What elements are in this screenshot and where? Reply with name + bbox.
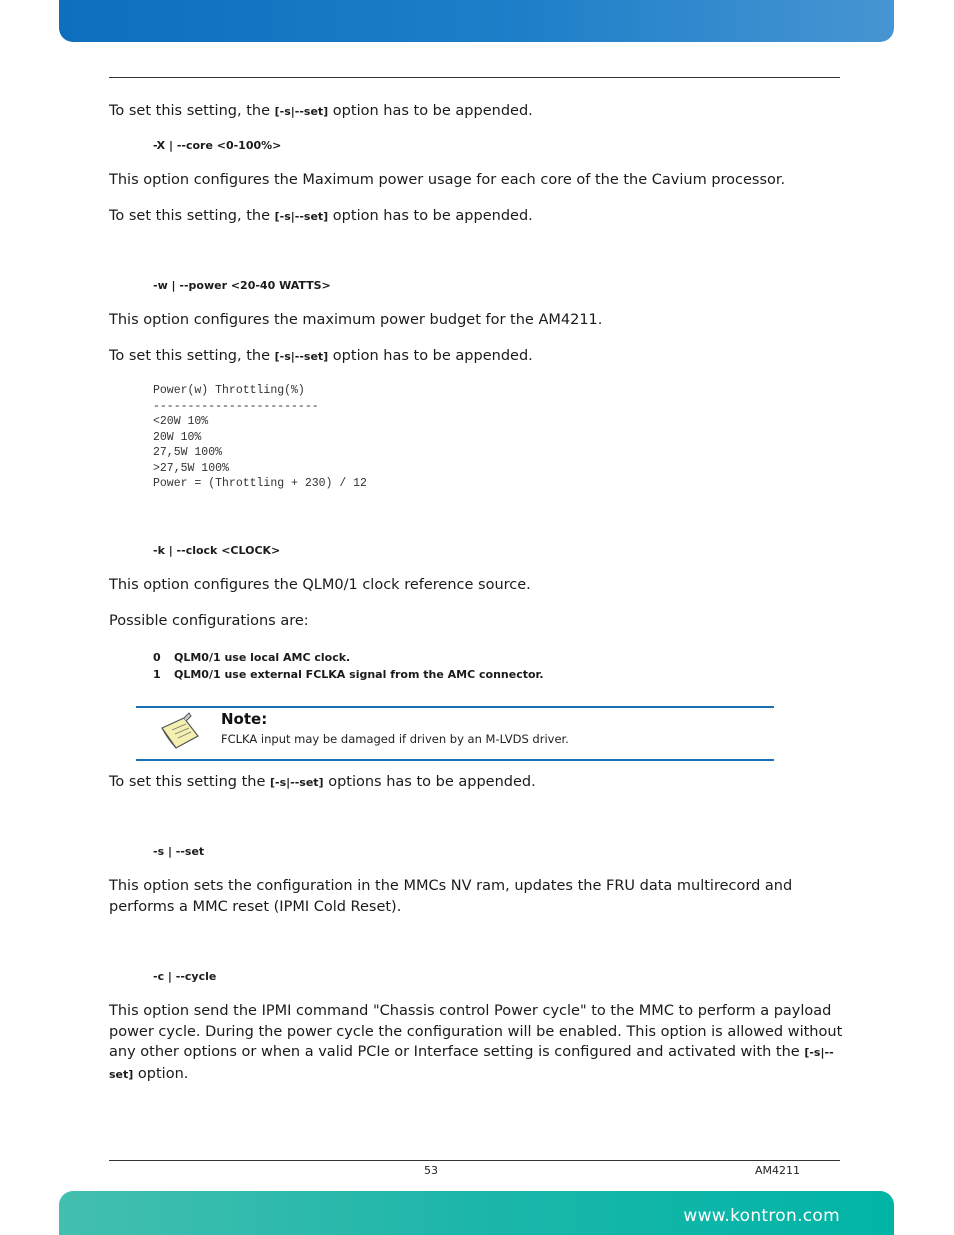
clock-options-list bbox=[153, 649, 544, 683]
paragraph-set-core-append: To set this setting, the [-s|--set] option has to be appended. bbox=[109, 208, 533, 224]
note-text: FCLKA input may be damaged if driven by an M-LVDS driver. bbox=[221, 732, 569, 746]
code-line: <20W 10% bbox=[153, 415, 209, 428]
option-set-flag: [-s|--set] bbox=[270, 776, 324, 789]
website-url[interactable]: www.kontron.com bbox=[683, 1206, 840, 1226]
power-throttling-table bbox=[153, 383, 367, 492]
product-model: AM4211 bbox=[755, 1164, 801, 1177]
paragraph-possible-configs: Possible configurations are: bbox=[109, 613, 309, 629]
code-line: >27,5W 100% bbox=[153, 461, 229, 475]
heading-core-option: -X | --core <0-100%> bbox=[153, 139, 282, 152]
option-set-flag: [-s|--set] bbox=[274, 210, 329, 223]
option-set-flag: [-s|--set] bbox=[274, 350, 329, 363]
heading-power-option: -w | --power <20-40 WATTS> bbox=[153, 279, 331, 292]
code-line: 27,5W 100% bbox=[153, 446, 223, 459]
paragraph-set-power-append: To set this setting, the [-s|--set] option has to be appended. bbox=[109, 348, 533, 364]
heading-clock-option: -k | --clock <CLOCK> bbox=[153, 544, 281, 557]
paragraph-clock-description: This option configures the QLM0/1 clock reference source. bbox=[109, 577, 531, 593]
code-line: 20W 10% bbox=[153, 430, 202, 444]
paragraph-cycle-description: This option send the IPMI command "Chassis control Power cycle" to the MMC to perform a payload power cycle. During the power cycle the configuration will be enabled. This option is allowed without any other options or when a valid PCIe or Interface setting is configured and activated with the [-s|--set] option. bbox=[109, 1003, 843, 1082]
option-set-flag: [-s|--set] bbox=[274, 105, 329, 118]
code-line: Power(w) Throttling(%) bbox=[153, 384, 305, 397]
header-banner bbox=[59, 0, 894, 42]
heading-set-option: -s | --set bbox=[153, 845, 205, 858]
paragraph-core-description: This option configures the Maximum power usage for each core of the the Cavium processor. bbox=[109, 172, 786, 188]
list-item: 1 QLM0/1 use external FCLKA signal from the AMC connector. bbox=[153, 668, 544, 681]
code-line: ------------------------ bbox=[153, 399, 319, 413]
paragraph-set-core: To set this setting, the [-s|--set] option has to be appended. bbox=[109, 103, 533, 119]
paragraph-power-description: This option configures the maximum power budget for the AM4211. bbox=[109, 312, 603, 328]
page-number: 53 bbox=[424, 1164, 438, 1177]
paragraph-set-description: This option sets the configuration in the MMCs NV ram, updates the FRU data multirecord and performs a MMC reset (IPMI Cold Reset). bbox=[109, 878, 793, 915]
note-paper-icon bbox=[158, 712, 204, 754]
footer-divider bbox=[109, 1160, 840, 1161]
header-divider bbox=[109, 77, 840, 78]
list-item: 0 QLM0/1 use local AMC clock. bbox=[153, 651, 351, 664]
code-line: Power = (Throttling + 230) / 12 bbox=[153, 477, 367, 490]
note-box bbox=[136, 706, 774, 761]
footer-banner bbox=[59, 1191, 894, 1235]
note-title: Note: bbox=[221, 710, 268, 728]
option-set-flag: [-s|--set] bbox=[109, 1046, 834, 1081]
heading-cycle-option: -c | --cycle bbox=[153, 970, 217, 983]
paragraph-set-clock-append: To set this setting the [-s|--set] options has to be appended. bbox=[109, 774, 536, 790]
